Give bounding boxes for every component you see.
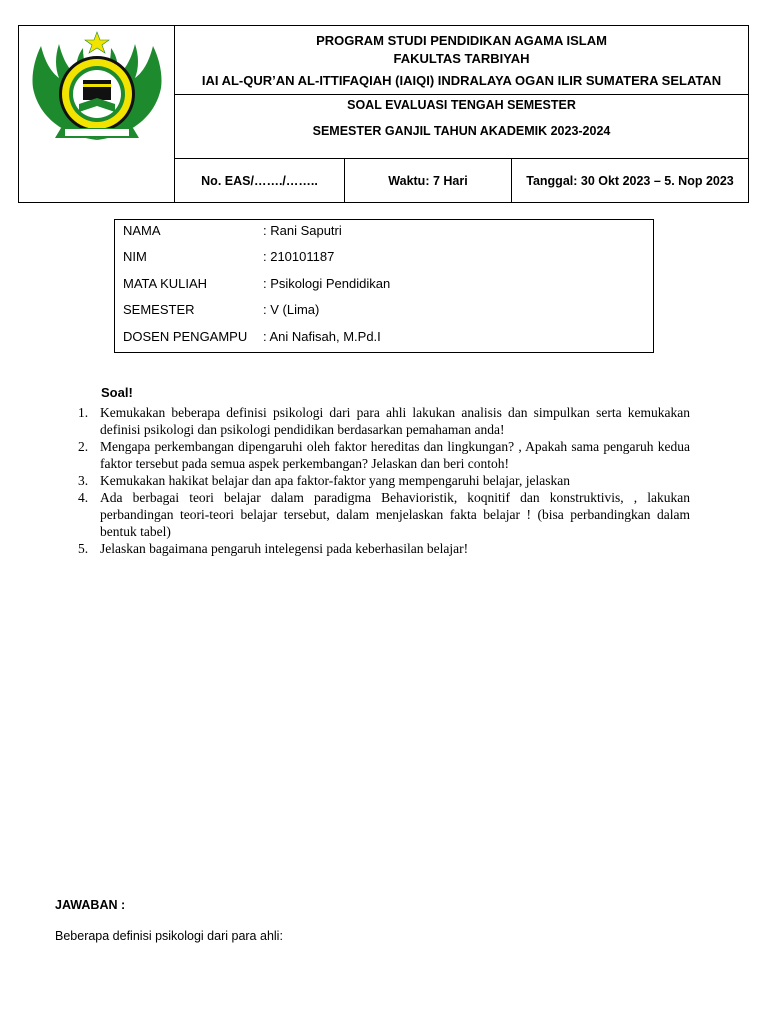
identity-value: : Ani Nafisah, M.Pd.I [263, 329, 381, 344]
exam-date-range: Tanggal: 30 Okt 2023 – 5. Nop 2023 [526, 173, 734, 188]
identity-row-name [123, 223, 649, 241]
exam-header-table [18, 25, 749, 203]
question-text: Kemukakan hakikat belajar dan apa faktor-faktor yang mempengaruhi belajar, jelaskan [100, 473, 570, 488]
question-item [78, 404, 690, 438]
institution-header [175, 26, 748, 95]
question-number: 5. [78, 541, 89, 556]
question-item [78, 489, 690, 540]
semester-line: SEMESTER GANJIL TAHUN AKADEMIK 2023-2024 [312, 124, 611, 138]
exam-meta-row [175, 159, 748, 202]
identity-label: NAMA [123, 223, 161, 238]
exam-duration: Waktu: 7 Hari [345, 159, 512, 202]
question-text: Ada berbagai teori belajar dalam paradigma Behavioristik, koqnitif dan konstruktivis, , lakukan perbandingan teori-teori belajar tersebut, dalam menjelaskan fakta belajar ! (bisa perbandingkan dalam bentuk tabel) [100, 490, 690, 539]
identity-label: SEMESTER [123, 302, 195, 317]
identity-label: NIM [123, 249, 147, 264]
identity-row-lecturer [123, 329, 649, 347]
identity-value: : 210101187 [263, 249, 335, 264]
identity-row-nim [123, 249, 649, 267]
institution-logo [25, 28, 169, 156]
identity-label: MATA KULIAH [123, 276, 208, 291]
faculty-title: FAKULTAS TARBIYAH [393, 51, 530, 66]
question-text: Mengapa perkembangan dipengaruhi oleh faktor hereditas dan lingkungan? , Apakah sama pengaruh kedua faktor tersebut pada semua aspek perkembangan? Jelaskan dan beri contoh! [100, 439, 690, 471]
questions-heading: Soal! [101, 385, 133, 400]
institution-title: IAI AL-QUR’AN AL-ITTIFAQIAH (IAIQI) INDRALAYA OGAN ILIR SUMATERA SELATAN [201, 73, 722, 88]
question-list [78, 404, 690, 557]
logo-cell [19, 26, 175, 202]
identity-row-semester [123, 302, 649, 320]
question-item [78, 472, 690, 489]
question-item [78, 540, 690, 557]
answer-heading: JAWABAN : [55, 898, 126, 912]
question-number: 4. [78, 490, 89, 505]
question-text: Kemukakan beberapa definisi psikologi dari para ahli lakukan analisis dan simpulkan serta kemukakan definisi psikologi dan psikologi pendidikan berdasarkan pemahaman anda! [100, 405, 690, 437]
exam-number: No. EAS/……./…….. [175, 159, 345, 202]
question-number: 3. [78, 473, 89, 488]
identity-value: : Rani Saputri [263, 223, 342, 238]
identity-value: : V (Lima) [263, 302, 320, 317]
question-number: 1. [78, 405, 89, 420]
question-text: Jelaskan bagaimana pengaruh intelegensi pada keberhasilan belajar! [100, 541, 469, 556]
identity-value: : Psikologi Pendidikan [263, 276, 391, 291]
identity-label: DOSEN PENGAMPU [123, 329, 248, 344]
exam-title-block [175, 95, 748, 159]
question-item [78, 438, 690, 472]
student-identity-box [114, 219, 654, 353]
answer-intro-text: Beberapa definisi psikologi dari para ahli: [55, 929, 283, 943]
identity-row-course [123, 276, 649, 294]
exam-title: SOAL EVALUASI TENGAH SEMESTER [347, 98, 576, 112]
study-program-title: PROGRAM STUDI PENDIDIKAN AGAMA ISLAM [316, 33, 607, 48]
question-number: 2. [78, 439, 89, 454]
